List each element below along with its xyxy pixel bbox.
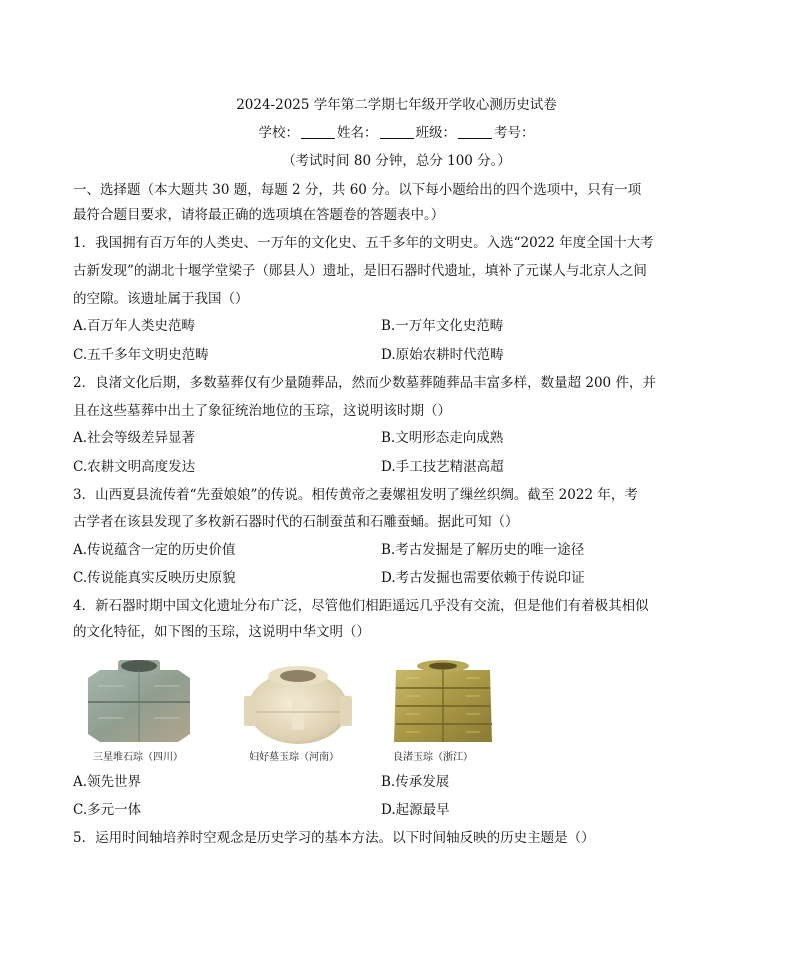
school-blank[interactable] (301, 125, 335, 139)
fuhao-cong-caption: 妇好墓玉琮（河南） (249, 752, 339, 763)
q4-option-a[interactable]: A.领先世界 (73, 774, 142, 790)
class-blank[interactable] (458, 125, 492, 139)
liangzhu-cong-image (388, 656, 498, 748)
q2-option-c[interactable]: C.农耕文明高度发达 (73, 459, 196, 475)
q2-option-b[interactable]: B.文明形态走向成熟 (381, 430, 504, 446)
q3-option-a[interactable]: A.传说蕴含一定的历史价值 (73, 542, 236, 558)
q4-text-line2: 的文化特征，如下图的玉琮，这说明中华文明（） (73, 624, 370, 640)
q5-text-line1: 5．运用时间轴培养时空观念是历史学习的基本方法。以下时间轴反映的历史主题是（） (73, 830, 595, 846)
q1-option-d[interactable]: D.原始农耕时代范畴 (381, 347, 504, 363)
q4-text-line1: 4．新石器时期中国文化遗址分布广泛，尽管他们相距遥远几乎没有交流，但是他们有着极其相似 (73, 598, 649, 614)
q2-text-line1: 2．良渚文化后期，多数墓葬仅有少量随葬品，然而少数墓葬随葬品丰富多样，数量超 200 件，并 (73, 375, 656, 391)
number-label: 考号： (494, 125, 535, 141)
q1-option-b[interactable]: B.一万年文化史范畴 (381, 318, 504, 334)
sanxingdui-cong-image (78, 656, 200, 748)
exam-title: 2024-2025 学年第二学期七年级开学收心测历史试卷 (236, 97, 557, 113)
q1-text-line2: 古新发现”的湖北十堰学堂梁子（郧县人）遗址，是旧石器时代遗址，填补了元谋人与北京人之间 (73, 263, 647, 279)
section-instructions-line2: 最符合题目要求，请将最正确的选项填在答题卷的答题表中。） (73, 207, 445, 223)
q3-option-c[interactable]: C.传说能真实反映历史原貌 (73, 570, 236, 586)
section-instructions-line1: 一、选择题（本大题共 30 题，每题 2 分，共 60 分。以下每小题给出的四个选项中，只有一项 (73, 182, 642, 198)
q3-option-b[interactable]: B.考古发掘是了解历史的唯一途径 (381, 542, 585, 558)
liangzhu-cong-caption: 良渚玉琮（浙江） (393, 752, 473, 763)
q1-text-line1: 1．我国拥有百万年的人类史、一万年的文化史、五千多年的文明史。入选“2022 年度全国十大考 (73, 235, 654, 251)
q2-text-line2: 且在这些墓葬中出土了象征统治地位的玉琮，这说明该时期（） (73, 403, 451, 419)
q1-text-line3: 的空隙。该遗址属于我国（） (73, 291, 249, 307)
q1-option-c[interactable]: C.五千多年文明史范畴 (73, 347, 209, 363)
q3-option-d[interactable]: D.考古发掘也需要依赖于传说印证 (381, 570, 585, 586)
q4-option-d[interactable]: D.起源最早 (381, 802, 450, 818)
exam-note: （考试时间 80 分钟，总分 100 分。） (282, 153, 511, 169)
name-blank[interactable] (380, 125, 414, 139)
q4-option-b[interactable]: B.传承发展 (381, 774, 450, 790)
q3-text-line1: 3．山西夏县流传着“先蚕娘娘”的传说。相传黄帝之妻嫘祖发明了缫丝织绸。截至 2022 年，考 (73, 487, 638, 503)
fuhao-cong-image (234, 656, 362, 748)
name-label: 姓名： (337, 125, 378, 141)
q4-option-c[interactable]: C.多元一体 (73, 802, 142, 818)
school-label: 学校： (258, 125, 299, 141)
q2-option-a[interactable]: A.社会等级差异显著 (73, 430, 196, 446)
student-info-line (0, 124, 793, 142)
sanxingdui-cong-caption: 三星堆石琮（四川） (93, 752, 183, 763)
q2-option-d[interactable]: D.手工技艺精湛高超 (381, 459, 504, 475)
class-label: 班级： (415, 125, 456, 141)
q3-text-line2: 古学者在该县发现了多枚新石器时代的石制蚕茧和石雕蚕蛹。据此可知（） (73, 514, 519, 530)
q1-option-a[interactable]: A.百万年人类史范畴 (73, 318, 196, 334)
